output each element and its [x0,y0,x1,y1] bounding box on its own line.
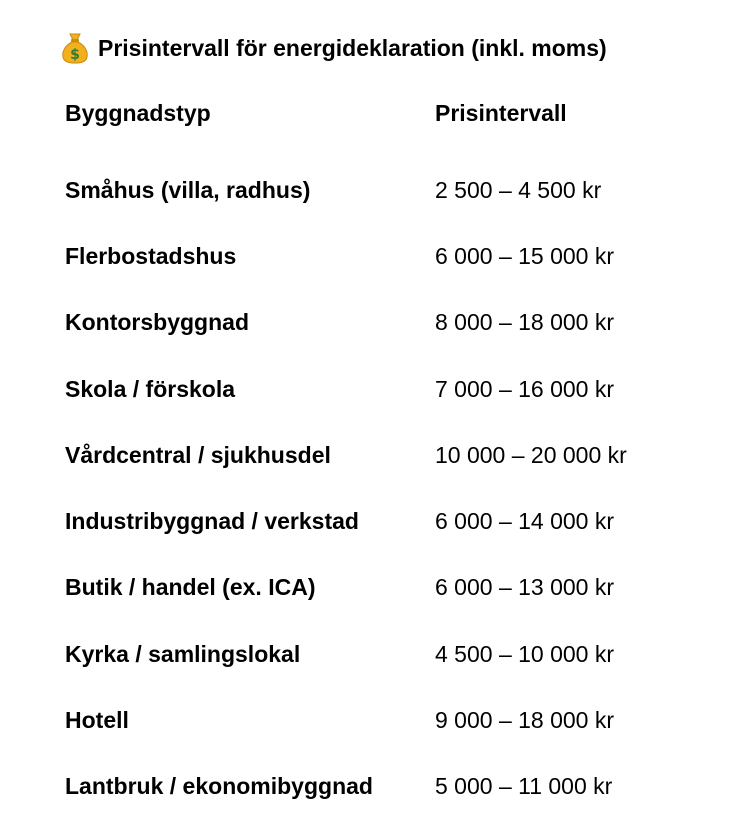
header-prisintervall: Prisintervall [435,99,567,126]
price-range: 6 000 – 15 000 kr [435,242,615,269]
building-type: Industribyggnad / verkstad [65,508,359,535]
table-row [65,356,685,422]
price-range: 9 000 – 18 000 kr [435,707,615,734]
building-type: Hotell [65,707,129,734]
table-row [65,422,685,488]
table-header-row [65,92,685,134]
price-range: 8 000 – 18 000 kr [435,309,615,336]
price-range: 5 000 – 11 000 kr [435,773,613,800]
building-type: Skola / förskola [65,375,236,402]
table-row [65,687,685,753]
building-type: Lantbruk / ekonomibyggnad [65,773,373,800]
page-title [60,32,607,64]
svg-text:$: $ [70,47,80,63]
building-type: Kontorsbyggnad [65,309,249,336]
table-row [65,223,685,289]
price-range: 6 000 – 13 000 kr [435,574,615,601]
table-row [65,621,685,687]
building-type: Butik / handel (ex. ICA) [65,574,316,601]
table-row [65,555,685,621]
title-text: Prisintervall för energideklaration (inkl. moms) [98,34,607,61]
building-type: Flerbostadshus [65,242,237,269]
table-row [65,754,685,820]
price-range: 7 000 – 16 000 kr [435,375,615,402]
price-range: 2 500 – 4 500 kr [435,176,602,203]
table-row [65,157,685,223]
price-range: 6 000 – 14 000 kr [435,508,615,535]
building-type: Vårdcentral / sjukhusdel [65,441,331,468]
table-row [65,488,685,554]
header-byggnadstyp: Byggnadstyp [65,99,211,126]
price-range: 4 500 – 10 000 kr [435,640,615,667]
money-bag-icon [60,32,90,64]
table-row [65,290,685,356]
building-type: Småhus (villa, radhus) [65,176,311,203]
price-table [65,92,685,820]
price-range: 10 000 – 20 000 kr [435,441,627,468]
building-type: Kyrka / samlingslokal [65,640,301,667]
